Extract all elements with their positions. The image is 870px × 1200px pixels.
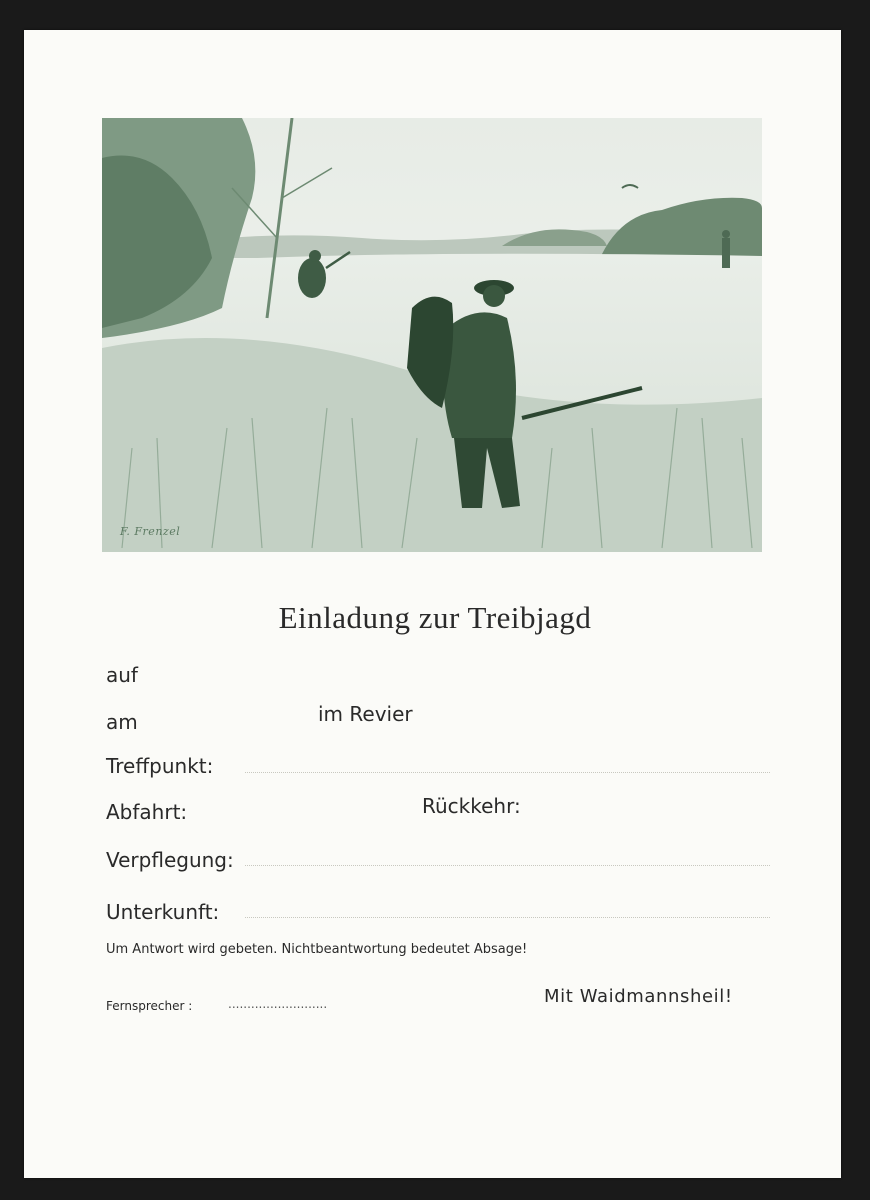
abfahrt-label: Abfahrt: [106,800,188,824]
verpflegung-label: Verpflegung: [106,848,234,872]
am-label: am [106,710,138,734]
fernsprecher-dots[interactable]: .......................... [228,997,328,1011]
verpflegung-field-line[interactable] [245,865,770,866]
rueckkehr-label: Rückkehr: [422,794,521,818]
fernsprecher-label: Fernsprecher : [106,999,193,1013]
hunting-scene-drawing [102,118,762,552]
treffpunkt-label: Treffpunkt: [106,754,214,778]
unterkunft-field-line[interactable] [245,917,770,918]
unterkunft-label: Unterkunft: [106,900,220,924]
auf-label: auf [106,663,138,687]
invitation-title: Einladung zur Treibjagd [278,600,592,635]
artist-signature: F. Frenzel [120,525,181,538]
reply-notice: Um Antwort wird gebeten. Nichtbeantwortung bedeutet Absage! [106,942,528,957]
treffpunkt-field-line[interactable] [245,772,770,773]
closing-greeting: Mit Waidmannsheil! [544,986,733,1007]
im-revier-label: im Revier [318,702,413,726]
hunting-scene-illustration [102,118,762,552]
